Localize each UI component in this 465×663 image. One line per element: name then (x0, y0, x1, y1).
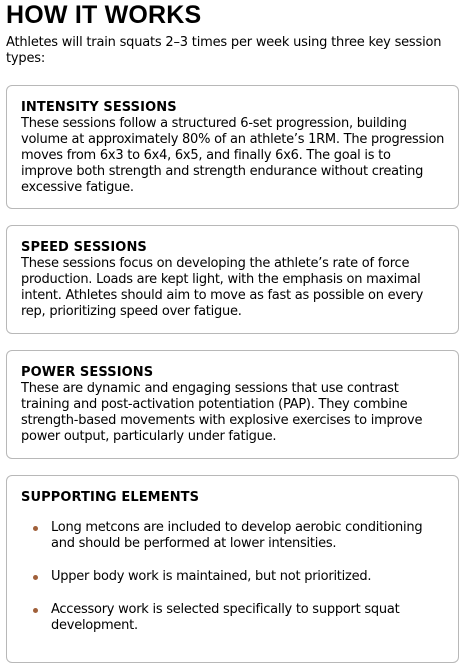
supporting-elements-list (21, 520, 446, 634)
power-sessions-card (6, 350, 459, 459)
speed-sessions-card (6, 225, 459, 334)
list-item (21, 602, 446, 634)
bullet-icon (33, 526, 38, 531)
intro-text: Athletes will train squats 2–3 times per week using three key session types: (6, 35, 442, 66)
bullet-icon (33, 575, 38, 580)
supporting-elements-heading: SUPPORTING ELEMENTS (21, 490, 200, 505)
list-item-text: Long metcons are included to develop aerobic conditioning and should be performed at lower intensities. (51, 520, 423, 551)
supporting-elements-card (6, 475, 459, 663)
list-item-text: Accessory work is selected specifically to support squat development. (51, 602, 400, 633)
speed-sessions-body: These sessions focus on developing the athlete’s rate of force production. Loads are kept light, with the emphasis on maximal intent. Athletes should aim to move as fast as possible on every rep, prioritizing speed over fatigue. (21, 256, 424, 319)
list-item (21, 569, 446, 585)
list-item-text: Upper body work is maintained, but not prioritized. (51, 569, 372, 584)
speed-sessions-heading: SPEED SESSIONS (21, 240, 147, 255)
power-sessions-heading: POWER SESSIONS (21, 365, 154, 380)
list-item (21, 520, 446, 552)
intensity-sessions-heading: INTENSITY SESSIONS (21, 100, 177, 115)
page-title: HOW IT WORKS (6, 1, 202, 29)
intensity-sessions-body: These sessions follow a structured 6-set progression, building volume at approximately 80% of an athlete’s 1RM. The progression moves from 6x3 to 6x4, 6x5, and finally 6x6. The goal is to improve both strength and strength endurance without creating excessive fatigue. (21, 116, 445, 195)
how-it-works-page (6, 0, 461, 663)
intensity-sessions-card (6, 85, 459, 209)
power-sessions-body: These are dynamic and engaging sessions that use contrast training and post-activation potentiation (PAP). They combine strength-based movements with explosive exercises to improve power output, particularly under fatigue. (21, 381, 423, 444)
bullet-icon (33, 608, 38, 613)
